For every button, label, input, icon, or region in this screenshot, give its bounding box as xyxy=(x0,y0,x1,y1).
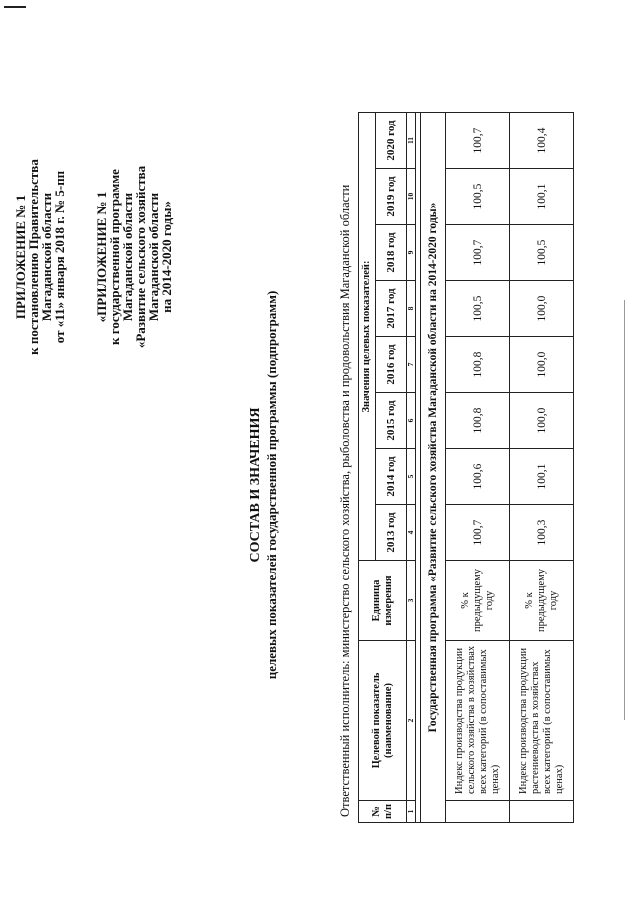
column-number: 2 xyxy=(407,641,416,801)
header-values-group: Значения целевых показателей: xyxy=(359,113,376,561)
header-num: № п/п xyxy=(359,801,407,823)
row-value: 100,7 xyxy=(446,505,510,561)
row-value: 100,5 xyxy=(446,169,510,225)
column-number: 3 xyxy=(407,561,416,641)
header-year: 2017 год xyxy=(376,281,407,337)
row-value: 100,0 xyxy=(510,281,574,337)
header-unit: Единица измерения xyxy=(359,561,407,641)
row-num xyxy=(510,801,574,823)
header-year: 2014 год xyxy=(376,449,407,505)
row-value: 100,6 xyxy=(446,449,510,505)
header-year: 2013 год xyxy=(376,505,407,561)
section-title: Государственная программа «Развитие сельского хозяйства Магаданской области на 2014-2020 годы» xyxy=(421,113,446,823)
header-year: 2020 год xyxy=(376,113,407,169)
document-title xyxy=(248,105,280,865)
appendix-bottom-line: «Развитие сельского хозяйства xyxy=(133,165,148,349)
row-value: 100,0 xyxy=(510,337,574,393)
row-value: 100,5 xyxy=(446,281,510,337)
indicators-table xyxy=(358,112,574,823)
row-value: 100,1 xyxy=(510,169,574,225)
row-num xyxy=(446,801,510,823)
appendix-bottom-line: на 2014-2020 годы» xyxy=(159,201,174,313)
row-unit: % к предыдущему году xyxy=(446,561,510,641)
section-row xyxy=(421,113,446,823)
appendix-bottom-line: Магаданской области xyxy=(146,192,161,322)
row-value: 100,5 xyxy=(510,225,574,281)
row-value: 100,8 xyxy=(446,393,510,449)
row-unit: % к предыдущему году xyxy=(510,561,574,641)
header-year: 2019 год xyxy=(376,169,407,225)
table-header-row xyxy=(359,113,376,823)
column-number: 6 xyxy=(407,393,416,449)
appendix-bottom-line: к государственной программе xyxy=(107,169,122,345)
row-value: 100,7 xyxy=(446,225,510,281)
column-number: 11 xyxy=(407,113,416,169)
header-year: 2018 год xyxy=(376,225,407,281)
column-number: 1 xyxy=(407,801,416,823)
appendix-top-line: к постановлению Правительства xyxy=(26,159,41,355)
row-value: 100,8 xyxy=(446,337,510,393)
header-indicator: Целевой показатель (наименование) xyxy=(359,641,407,801)
appendix-bottom-line: Магаданской области xyxy=(120,192,135,322)
row-value: 100,1 xyxy=(510,449,574,505)
table-row xyxy=(510,113,574,823)
column-number: 4 xyxy=(407,505,416,561)
appendix-top-line: ПРИЛОЖЕНИЕ № 1 xyxy=(13,194,28,320)
row-value: 100,0 xyxy=(510,393,574,449)
title-line-1: СОСТАВ И ЗНАЧЕНИЯ xyxy=(248,407,263,563)
appendix-top-line: от «11» января 2018 г. № 5-пп xyxy=(52,170,67,344)
column-number-row xyxy=(407,113,416,823)
row-value: 100,3 xyxy=(510,505,574,561)
column-number: 7 xyxy=(407,337,416,393)
row-indicator: Индекс производства продукции сельского хозяйства в хозяйствах всех категорий (в сопоставимых ценах) xyxy=(446,641,510,801)
header-year: 2016 год xyxy=(376,337,407,393)
responsible-executor: Ответственный исполнитель: министерство сельского хозяйства, рыболовства и продовольствия Магаданской области xyxy=(338,184,352,817)
row-value: 100,4 xyxy=(510,113,574,169)
title-line-2: целевых показателей государственной программы (подпрограмм) xyxy=(264,290,279,680)
appendix-bottom xyxy=(95,87,173,427)
header-year: 2015 год xyxy=(376,393,407,449)
row-value: 100,7 xyxy=(446,113,510,169)
column-number: 8 xyxy=(407,281,416,337)
row-indicator: Индекс производства продукции растениеводства в хозяйствах всех категорий (в сопоставимых ценах) xyxy=(510,641,574,801)
column-number: 5 xyxy=(407,449,416,505)
column-number: 10 xyxy=(407,169,416,225)
table-row xyxy=(446,113,510,823)
column-number: 9 xyxy=(407,225,416,281)
appendix-bottom-line: «ПРИЛОЖЕНИЕ № 1 xyxy=(94,191,109,323)
appendix-top-line: Магаданской области xyxy=(39,192,54,322)
appendix-top xyxy=(14,87,66,427)
